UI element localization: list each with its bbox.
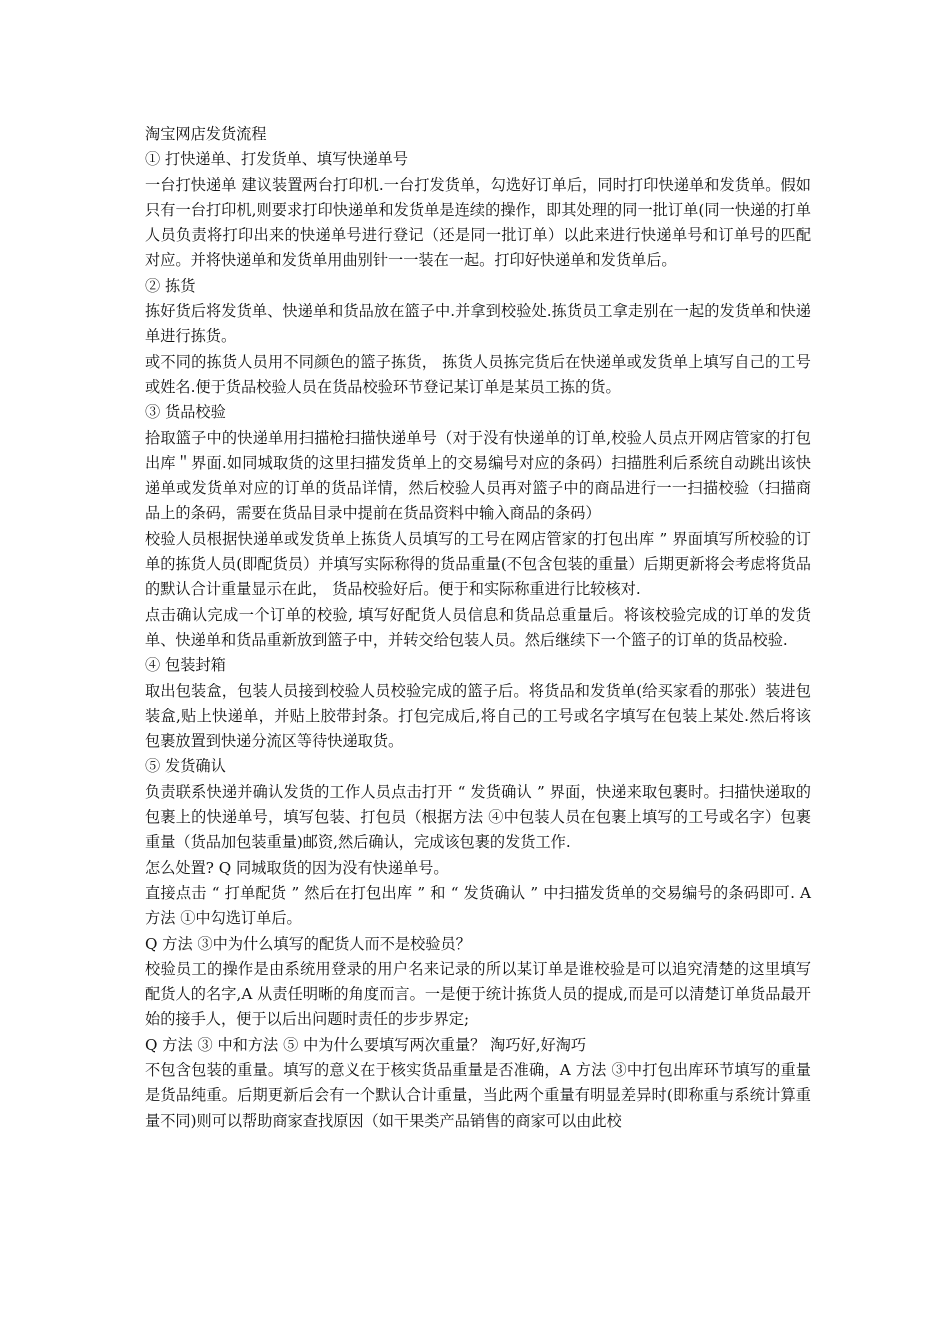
step-5-heading: ⑤ 发货确认 — [145, 757, 226, 776]
step-3-heading: ③ 货品校验 — [145, 403, 226, 422]
faq-question-local-pickup: 怎么处置? Q 同城取货的因为没有快递单号。 — [145, 858, 449, 877]
step-2-heading: ② 拣货 — [145, 276, 196, 295]
step-1-body: 一台打快递单 建议装置两台打印机.一台打发货单，勾选好订单后，同时打印快递单和发货单。假如只有一台打印机,则要求打印快递单和发货单是连续的操作，即其处理的同一批订单(同一快递的打单人员负责将打印出来的快递单号进行登记（还是同一批订单）以此来进行快递单号和订单号的匹配对应。并将快递单和发货单用曲别针一一装在一起。打印好快递单和发货单后。 — [145, 175, 811, 270]
faq-answer-local-pickup: 直接点击 “ 打单配货 ” 然后在打包出库 ” 和 “ 发货确认 ” 中扫描发货单的交易编号的条码即可. A 方法 ①中勾选订单后。 — [145, 883, 811, 928]
faq-answer-weight: 不包含包装的重量。填写的意义在于核实货品重量是否准确，A 方法 ③中打包出库环节填写的重量是货品纯重。后期更新后会有一个默认合计重量，当此两个重量有明显差异时(即称重与系统计算重量不同)则可以帮助商家查找原因（如干果类产品销售的商家可以由此校 — [145, 1060, 811, 1130]
faq-answer-picker: 校验员工的操作是由系统用登录的用户名来记录的所以某订单是谁校验是可以追究清楚的这里填写配货人的名字,A 从责任明晰的角度而言。一是便于统计拣货人员的提成,而是可以清楚订单货品最开始的接手人，便于以后出问题时责任的步步界定; — [145, 959, 811, 1029]
step-3-body-confirm: 点击确认完成一个订单的校验, 填写好配货人员信息和货品总重量后。将该校验完成的订单的发货单、快递单和货品重新放到篮子中，并转交给包装人员。然后继续下一个篮子的订单的货品校验. — [145, 605, 811, 649]
faq-question-picker: Q 方法 ③中为什么填写的配货人而不是校验员？ — [145, 934, 471, 953]
step-3-body-scan: 拾取篮子中的快递单用扫描枪扫描快递单号（对于没有快递单的订单,校验人员点开网店管家的打包出库＂界面.如同城取货的这里扫描发货单上的交易编号对应的条码）扫描胜利后系统自动跳出该快递单或发货单对应的订单的货品详情，然后校验人员再对篮子中的商品进行一一扫描校验（扫描商品上的条码，需要在货品目录中提前在货品资料中输入商品的条码） — [145, 428, 811, 523]
document-title: 淘宝网店发货流程 — [145, 125, 267, 143]
step-2-body-alt: 或不同的拣货人员用不同颜色的篮子拣货， 拣货人员拣完货后在快递单或发货单上填写自己的工号或姓名.便于货品校验人员在货品校验环节登记某订单是某员工拣的货。 — [145, 352, 811, 396]
faq-question-weight: Q 方法 ③ 中和方法 ⑤ 中为什么要填写两次重量？ 淘巧好,好淘巧 — [145, 1035, 587, 1054]
step-5-body: 负责联系快递并确认发货的工作人员点击打开 “ 发货确认 ” 界面，快递来取包裹时。扫描快递取的包裹上的快递单号，填写包装、打包员（根据方法 ④中包装人员在包裹上填写的工号或名字）包裹重量（货品加包装重量)邮资,然后确认，完成该包裹的发货工作. — [145, 782, 811, 852]
step-3-body-fill: 校验人员根据快递单或发货单上拣货人员填写的工号在网店管家的打包出库 ” 界面填写所校验的订单的拣货人员(即配货员）并填写实际称得的货品重量(不包含包装的重量）后期更新将会考虑将货品的默认合计重量显示在此， 货品校验好后。便于和实际称重进行比较核对. — [145, 529, 811, 599]
step-4-heading: ④ 包装封箱 — [145, 656, 226, 675]
step-2-body: 拣好货后将发货单、快递单和货品放在篮子中.并拿到校验处.拣货员工拿走别在一起的发货单和快递单进行拣货。 — [145, 302, 811, 346]
document-page — [145, 122, 811, 1134]
step-1-heading: ① 打快递单、打发货单、填写快递单号 — [145, 150, 409, 169]
step-4-body: 取出包装盒，包装人员接到校验人员校验完成的篮子后。将货品和发货单(给买家看的那张）装进包装盒,贴上快递单，并贴上胶带封条。打包完成后,将自己的工号或名字填写在包装上某处.然后将该包裹放置到快递分流区等待快递取货。 — [145, 681, 811, 751]
